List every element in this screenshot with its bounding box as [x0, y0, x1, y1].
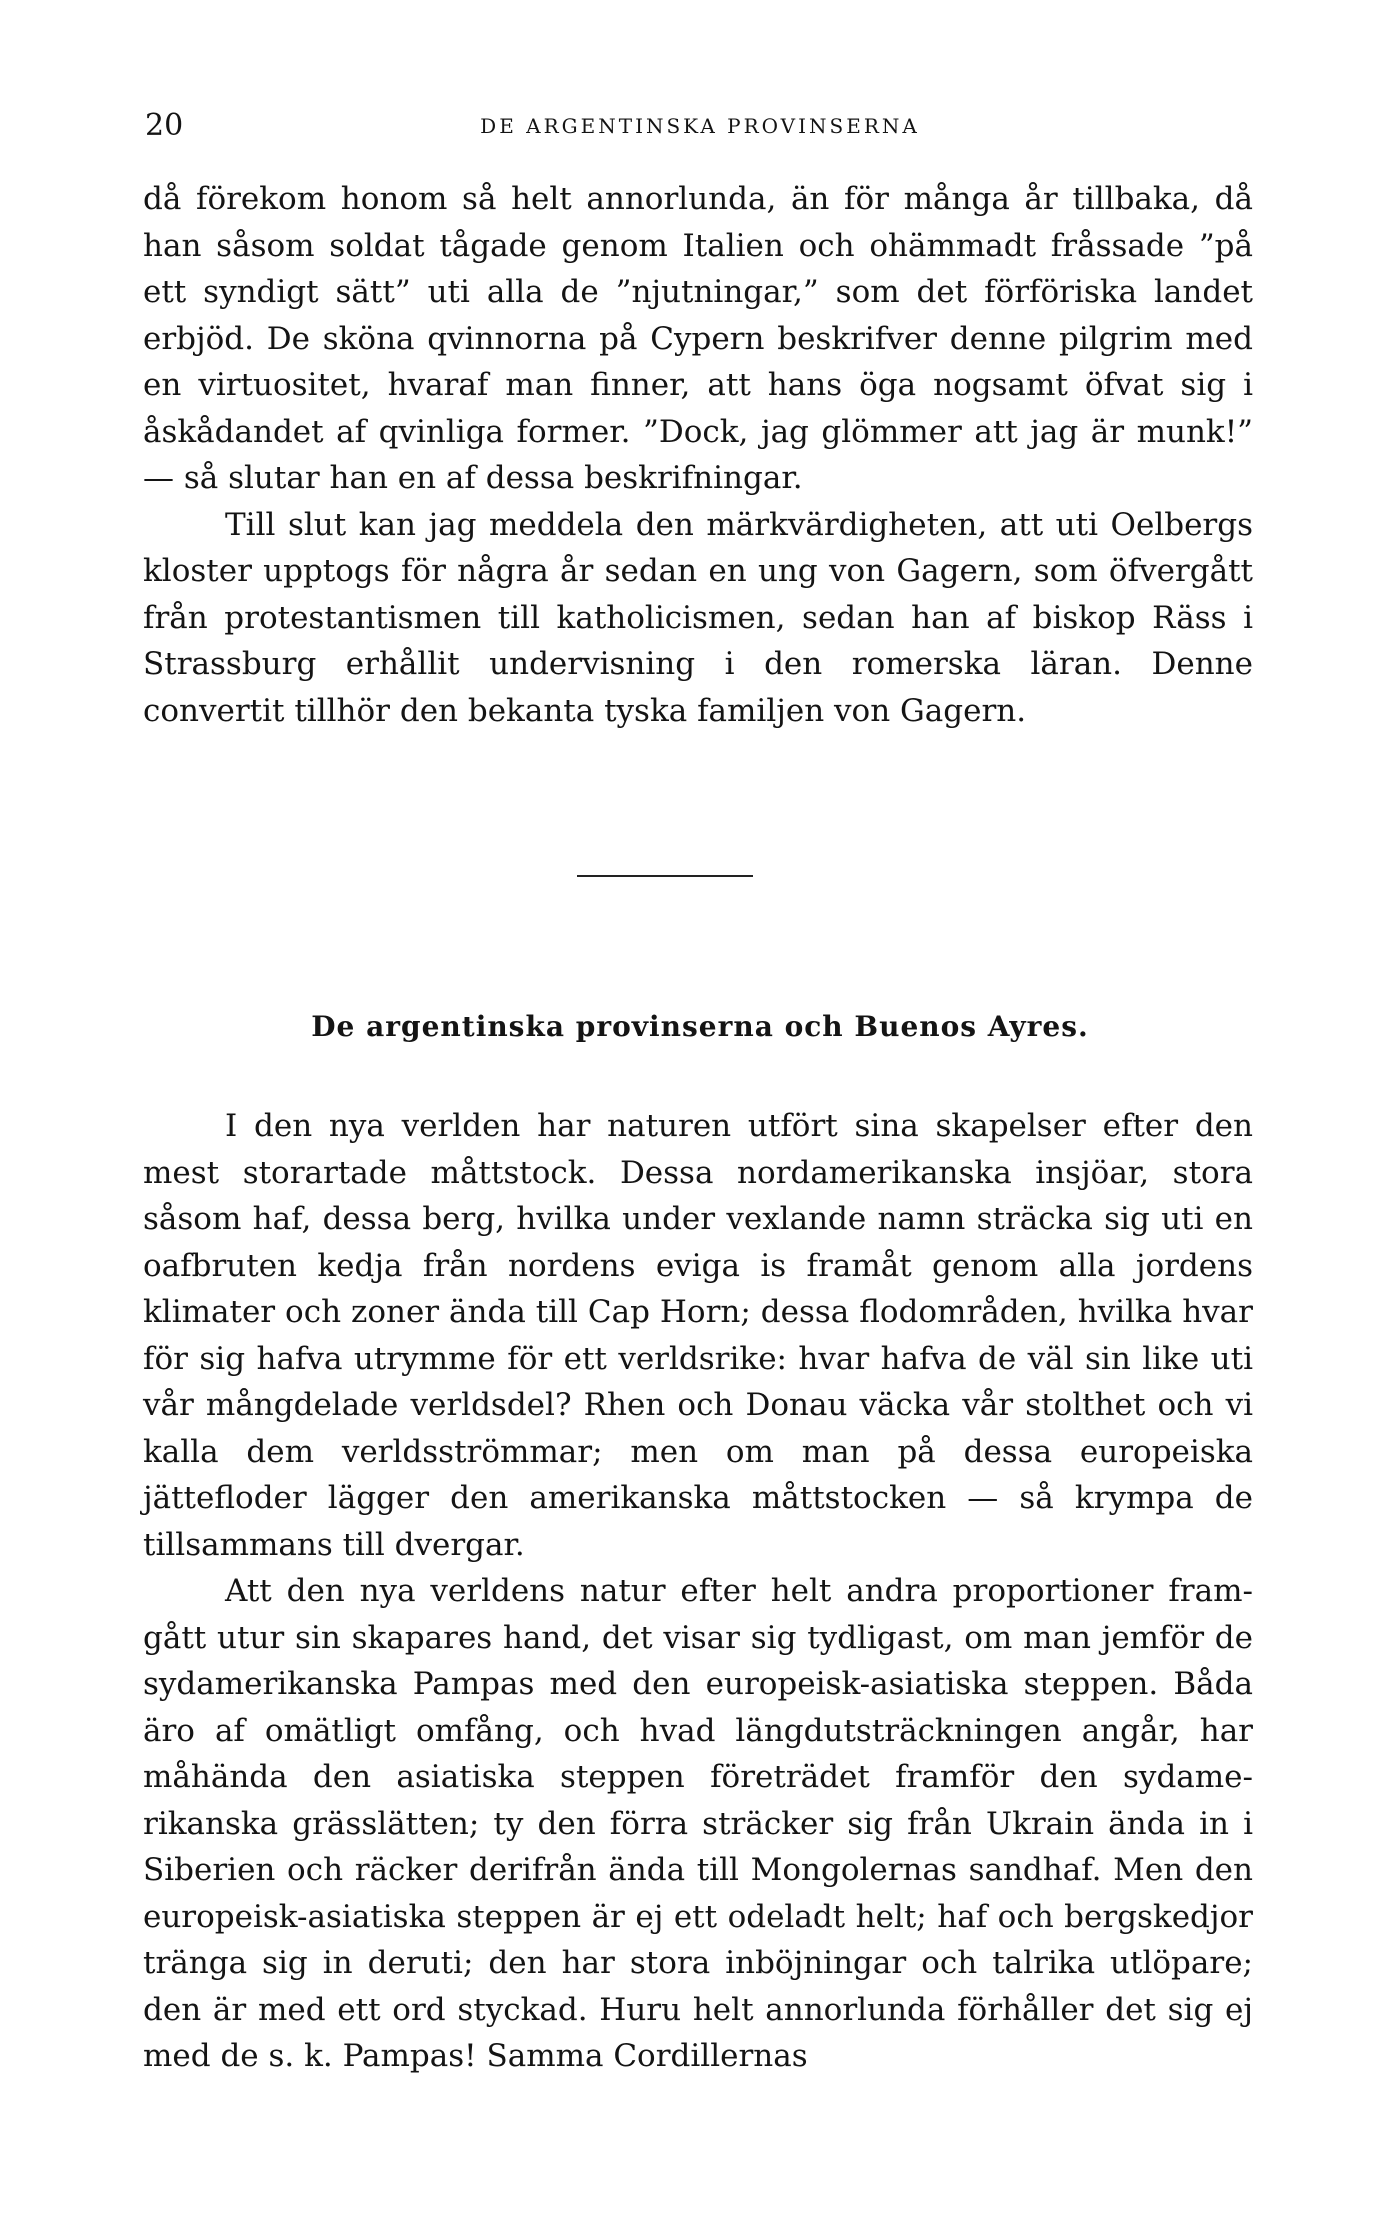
section-1-body: [143, 176, 1253, 734]
paragraph: då förekom honom så helt annorlunda, än för många år tillbaka, då han såsom soldat tågade genom Italien och ohämmadt fråssade ”på ett syndigt sätt” uti alla de ”njutningar,” som det förföriska landet erbjöd. De sköna qvinnorna på Cypern beskrifver denne pilgrim med en virtuositet, hvaraf man finner, att hans öga nogsamt öfvat sig i åskådandet af qvinliga former. ”Dock, jag glömmer att jag är munk!” — så slutar han en af dessa beskrifningar.: [143, 181, 1253, 496]
section-heading: De argentinska provinserna och Buenos Ayres.: [311, 1010, 1089, 1043]
section-separator-rule: [577, 875, 753, 877]
paragraph: Att den nya verldens natur efter helt andra proportioner framgått utur sin skapares hand, det visar sig tydligast, om man jemför de sydamerikanska Pampas med den europeisk-asiatiska steppen. Båda äro af omätligt omfång, och hvad längdutsträckningen angår, har måhända den asiatiska steppen företrädet framför den sydamerikanska grässlätten; ty den förra sträcker sig från Ukrain ända in i Siberien och räcker derifrån ända till Mongolernas sandhaf. Men den europeisk-asiatiska steppen är ej ett odeladt helt; haf och bergskedjor tränga sig in deruti; den har stora inböjningar och talrika utlöpare; den är med ett ord styckad. Huru helt annorlunda förhåller det sig ej med de s. k. Pampas! Samma Cordillernas: [143, 1573, 1253, 2074]
paragraph: Till slut kan jag meddela den märkvärdigheten, att uti Oelbergs kloster upptogs för några år sedan en ung von Gagern, som öfvergått från protestantismen till katholicismen, sedan han af biskop Räss i Strassburg erhållit undervisning i den romerska läran. Denne convertit tillhör den bekanta tyska familjen von Gagern.: [143, 506, 1253, 729]
running-title: DE ARGENTINSKA PROVINSERNA: [480, 114, 920, 138]
paragraph: I den nya verlden har naturen utfört sina skapelser efter den mest storartade måttstock. Dessa nordamerikanska insjöar, stora såsom haf, dessa berg, hvilka under vexlande namn sträcka sig uti en oafbruten kedja från nordens eviga is framåt genom alla jordens klimater och zoner ända till Cap Horn; dessa flodområden, hvilka hvar för sig hafva utrymme för ett verldsrike: hvar hafva de väl sin like uti vår mångdelade verldsdel? Rhen och Donau väcka vår stolthet och vi kalla dem verldsströmmar; men om man på dessa europeiska jättefloder lägger den amerikanska måttstocken — så krympa de tillsammans till dvergar.: [143, 1108, 1253, 1563]
page-number: 20: [145, 108, 184, 143]
running-header: [143, 108, 1257, 148]
section-2-body: [143, 1103, 1253, 2080]
